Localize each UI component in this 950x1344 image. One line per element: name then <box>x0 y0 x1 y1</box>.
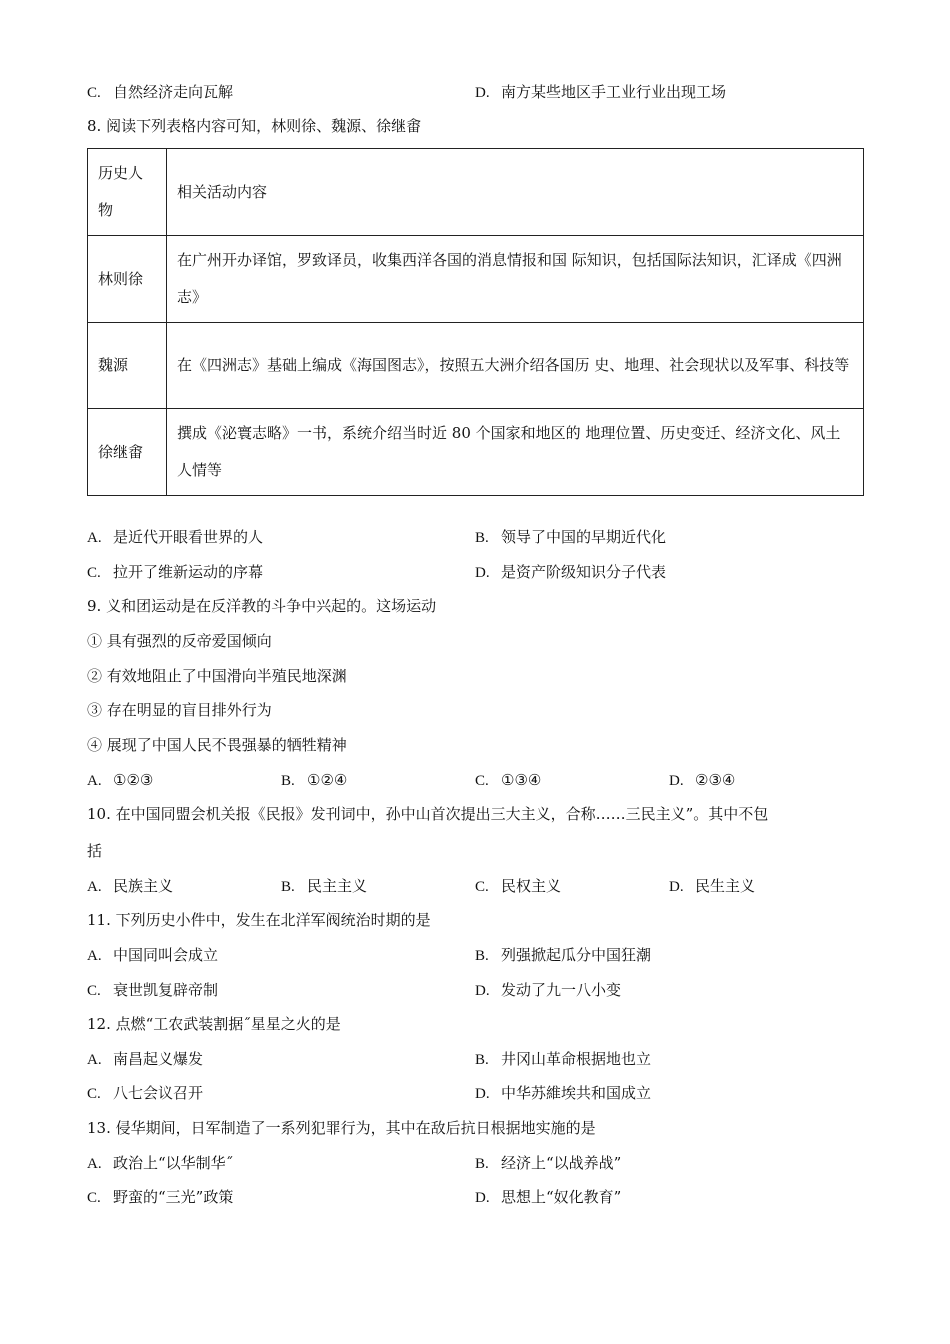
table-row <box>88 323 864 409</box>
table-header-person: 历史人物 <box>88 149 167 236</box>
q11-stem: 11. 下列历史小件中，发生在北洋军阀统治时期的是 <box>87 911 431 929</box>
q8-stem: 8. 阅读下列表格内容可知，林则徐、魏源、徐继畬 <box>87 117 422 135</box>
q12-option-d: D. 中华苏維埃共和国成立 <box>475 1084 652 1102</box>
q9-option-c: C. ①③④ <box>475 771 542 789</box>
q9-item: ③ 存在明显的盲目排外行为 <box>87 701 272 719</box>
table-cell-content: 撰成《泌寰志略》一书，系统介绍当时近 80 个国家和地区的 地理位置、历史变迁、经济文化、风土人情等 <box>167 409 864 496</box>
q10-option-b: B. 民主主义 <box>281 877 368 895</box>
q8-option-b: B. 领导了中国的早期近代化 <box>475 528 667 546</box>
table-cell-name: 魏源 <box>88 323 167 409</box>
q9-item: ④ 展现了中国人民不畏强暴的牺牲精神 <box>87 736 347 754</box>
table-cell-content: 在广州开办译馆，罗致译员，收集西洋各国的消息情报和国 际知识，包括国际法知识，汇译成《四洲志》 <box>167 236 864 323</box>
table-row <box>88 236 864 323</box>
q7-option-c: C. 自然经济走向瓦解 <box>87 83 234 101</box>
q12-stem: 12. 点燃“工农武装割据˝星星之火的是 <box>87 1015 341 1033</box>
q9-option-a: A. ①②③ <box>87 771 154 789</box>
q9-item: ② 有效地阻止了中国滑向半殖民地深渊 <box>87 667 347 685</box>
q13-option-b: B. 经济上“以战养战” <box>475 1154 622 1172</box>
q12-option-c: C. 八七会议召开 <box>87 1084 204 1102</box>
q12-option-b: B. 井冈山革命根据地也立 <box>475 1050 652 1068</box>
q8-option-c: C. 拉开了维新运动的序幕 <box>87 563 264 581</box>
q9-option-b: B. ①②④ <box>281 771 348 789</box>
q11-option-a: A. 中国同叫会成立 <box>87 946 219 964</box>
q13-option-a: A. 政治上“以华制华˝ <box>87 1154 234 1172</box>
table-header-content: 相关活动内容 <box>167 149 864 236</box>
table-cell-content: 在《四洲志》基础上编成《海国图志》，按照五大洲介绍各国历 史、地理、社会现状以及军事、科技等 <box>167 323 864 409</box>
q10-option-a: A. 民族主义 <box>87 877 174 895</box>
q11-option-b: B. 列强掀起瓜分中国狂潮 <box>475 946 652 964</box>
table-header-row <box>88 149 864 236</box>
q13-option-c: C. 野蛮的“三光”政策 <box>87 1188 234 1206</box>
q9-stem: 9. 义和团运动是在反洋教的斗争中兴起的。这场运动 <box>87 597 437 615</box>
q12-option-a: A. 南昌起义爆发 <box>87 1050 204 1068</box>
q7-option-d: D. 南方某些地区手工业行业出现工场 <box>475 83 727 101</box>
q10-stem-line1: 10. 在中国同盟会机关报《民报》发刊词中，孙中山首次提出三大主义，合称……三民主义”。其中不包 <box>87 805 769 823</box>
table-cell-name: 徐继畬 <box>88 409 167 496</box>
q13-stem: 13. 侵华期间，日军制造了一系列犯罪行为，其中在敌后抗日根据地实施的是 <box>87 1119 596 1137</box>
table-row <box>88 409 864 496</box>
q8-option-a: A. 是近代开眼看世界的人 <box>87 528 264 546</box>
q9-item: ① 具有强烈的反帝爱国倾向 <box>87 632 272 650</box>
q10-option-d: D. 民生主义 <box>669 877 756 895</box>
table-cell-name: 林则徐 <box>88 236 167 323</box>
q10-stem-line2: 括 <box>87 842 103 860</box>
q9-option-d: D. ②③④ <box>669 771 736 789</box>
q10-option-c: C. 民权主义 <box>475 877 562 895</box>
q13-option-d: D. 思想上“奴化教育” <box>475 1188 622 1206</box>
q8-table <box>87 148 864 496</box>
q11-option-d: D. 发动了九一八小变 <box>475 981 622 999</box>
q11-option-c: C. 衰世凯复辟帝制 <box>87 981 219 999</box>
q8-option-d: D. 是资产阶级知识分子代表 <box>475 563 667 581</box>
